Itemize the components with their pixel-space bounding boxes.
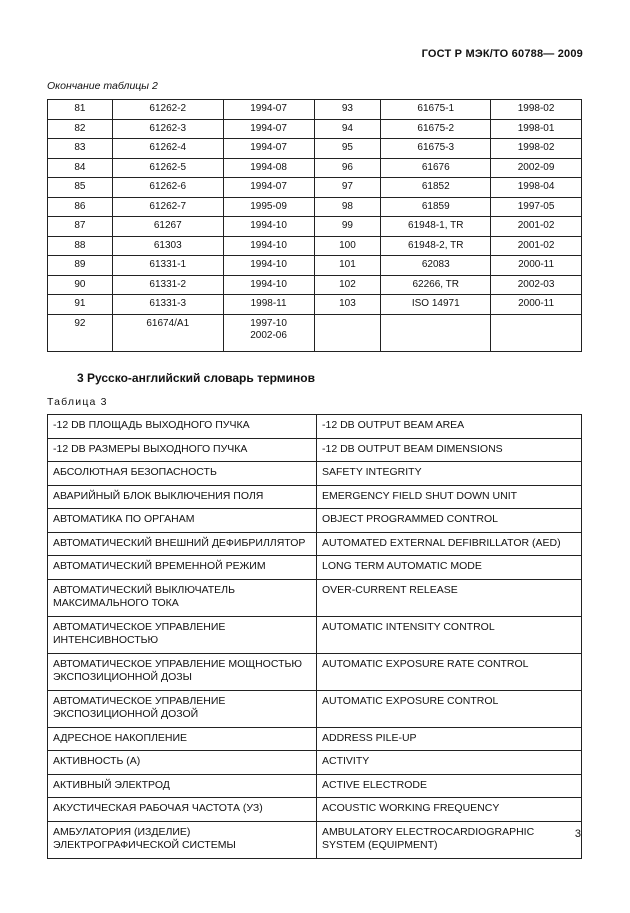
- table-cell: 61262-4: [112, 139, 223, 159]
- table-cell: 1994-07: [223, 119, 314, 139]
- table-cell: 61675-2: [381, 119, 491, 139]
- date-line: 1997-10: [250, 317, 287, 329]
- glossary-row: [48, 438, 582, 462]
- table-cell: 1994-10: [223, 256, 314, 276]
- english-term: ADDRESS PILE-UP: [317, 727, 582, 751]
- english-term: SAFETY INTEGRITY: [317, 462, 582, 486]
- table-cell: 1994-10: [223, 275, 314, 295]
- table-cell: 61331-3: [112, 295, 223, 315]
- table-row: [48, 119, 582, 139]
- table-cell: 61948-2, TR: [381, 236, 491, 256]
- document-code-header: ГОСТ Р МЭК/ТО 60788— 2009: [421, 48, 583, 60]
- glossary-row: [48, 462, 582, 486]
- table-cell: 61267: [112, 217, 223, 237]
- table-cell: 1998-02: [491, 139, 582, 159]
- table-cell: 94: [314, 119, 381, 139]
- table-row: [48, 295, 582, 315]
- table-cell: 99: [314, 217, 381, 237]
- english-term: EMERGENCY FIELD SHUT DOWN UNIT: [317, 485, 582, 509]
- table-cell: 1994-07: [223, 139, 314, 159]
- glossary-row: [48, 653, 582, 690]
- table-cell: 103: [314, 295, 381, 315]
- table-cell: 61262-3: [112, 119, 223, 139]
- table-cell: 61262-7: [112, 197, 223, 217]
- table-row: [48, 100, 582, 120]
- table-cell: 1994-10: [223, 236, 314, 256]
- standards-table: [47, 99, 582, 352]
- table-cell: 61948-1, TR: [381, 217, 491, 237]
- english-term: ACTIVE ELECTRODE: [317, 774, 582, 798]
- table-row: [48, 275, 582, 295]
- table-cell: 86: [48, 197, 113, 217]
- russian-term: АМБУЛАТОРИЯ (ИЗДЕЛИЕ) ЭЛЕКТРОГРАФИЧЕСКОЙ СИСТЕМЫ: [48, 821, 317, 858]
- table-row: [48, 314, 582, 351]
- table-cell: 1998-01: [491, 119, 582, 139]
- english-term: AUTOMATIC EXPOSURE CONTROL: [317, 690, 582, 727]
- russian-term: -12 DB ПЛОЩАДЬ ВЫХОДНОГО ПУЧКА: [48, 415, 317, 439]
- table-cell: 82: [48, 119, 113, 139]
- table-cell: 1997-05: [491, 197, 582, 217]
- table-cell: 62083: [381, 256, 491, 276]
- page-number: 3: [574, 828, 581, 840]
- russian-term: АКТИВНЫЙ ЭЛЕКТРОД: [48, 774, 317, 798]
- section-title: 3 Русско-английский словарь терминов: [77, 371, 316, 385]
- table-cell: ISO 14971: [381, 295, 491, 315]
- glossary-row: [48, 751, 582, 775]
- english-term: -12 DB OUTPUT BEAM DIMENSIONS: [317, 438, 582, 462]
- glossary-row: [48, 532, 582, 556]
- table-cell: 88: [48, 236, 113, 256]
- table-row: [48, 158, 582, 178]
- table-cell: 96: [314, 158, 381, 178]
- table-cell: 1995-09: [223, 197, 314, 217]
- table-cell: 61303: [112, 236, 223, 256]
- russian-term: АВТОМАТИЧЕСКОЕ УПРАВЛЕНИЕ МОЩНОСТЬЮ ЭКСПОЗИЦИОННОЙ ДОЗЫ: [48, 653, 317, 690]
- table-cell: 97: [314, 178, 381, 198]
- glossary-row: [48, 821, 582, 858]
- table-row: [48, 236, 582, 256]
- table-row: [48, 217, 582, 237]
- table-cell: 1994-08: [223, 158, 314, 178]
- glossary-table: [47, 414, 582, 859]
- table-cell: 1998-02: [491, 100, 582, 120]
- english-term: AUTOMATED EXTERNAL DEFIBRILLATOR (AED): [317, 532, 582, 556]
- table-cell: 61331-2: [112, 275, 223, 295]
- glossary-row: [48, 556, 582, 580]
- table-cell: 61674/A1: [112, 314, 223, 351]
- english-term: ACTIVITY: [317, 751, 582, 775]
- glossary-row: [48, 798, 582, 822]
- table-cell: 89: [48, 256, 113, 276]
- table-cell: 61675-1: [381, 100, 491, 120]
- table-cell: 1998-11: [223, 295, 314, 315]
- table-cell: 61852: [381, 178, 491, 198]
- table-cell: 2002-03: [491, 275, 582, 295]
- table-cell: 85: [48, 178, 113, 198]
- table-row: [48, 178, 582, 198]
- table-cell: 61675-3: [381, 139, 491, 159]
- table-cell: 95: [314, 139, 381, 159]
- table-cell: [381, 314, 491, 351]
- russian-term: АВТОМАТИЧЕСКОЕ УПРАВЛЕНИЕ ИНТЕНСИВНОСТЬЮ: [48, 616, 317, 653]
- table-cell: 83: [48, 139, 113, 159]
- glossary-row: [48, 509, 582, 533]
- table-cell: 100: [314, 236, 381, 256]
- russian-term: АКТИВНОСТЬ (А): [48, 751, 317, 775]
- date-line: 2002-06: [250, 329, 287, 341]
- russian-term: АВТОМАТИЧЕСКИЙ ВЫКЛЮЧАТЕЛЬ МАКСИМАЛЬНОГО ТОКА: [48, 579, 317, 616]
- russian-term: АБСОЛЮТНАЯ БЕЗОПАСНОСТЬ: [48, 462, 317, 486]
- glossary-row: [48, 690, 582, 727]
- english-term: LONG TERM AUTOMATIC MODE: [317, 556, 582, 580]
- glossary-row: [48, 485, 582, 509]
- english-term: AMBULATORY ELECTROCARDIOGRAPHIC SYSTEM (EQUIPMENT): [317, 821, 582, 858]
- table-row: [48, 256, 582, 276]
- table-cell: 62266, TR: [381, 275, 491, 295]
- table-cell: 91: [48, 295, 113, 315]
- russian-term: АВТОМАТИЧЕСКОЕ УПРАВЛЕНИЕ ЭКСПОЗИЦИОННОЙ ДОЗОЙ: [48, 690, 317, 727]
- russian-term: АКУСТИЧЕСКАЯ РАБОЧАЯ ЧАСТОТА (УЗ): [48, 798, 317, 822]
- table-cell: 93: [314, 100, 381, 120]
- table-cell: 61676: [381, 158, 491, 178]
- table-cell: 87: [48, 217, 113, 237]
- russian-term: АДРЕСНОЕ НАКОПЛЕНИЕ: [48, 727, 317, 751]
- english-term: OVER-CURRENT RELEASE: [317, 579, 582, 616]
- table-cell: 2000-11: [491, 295, 582, 315]
- table-cell: 2001-02: [491, 217, 582, 237]
- table-cell: 2000-11: [491, 256, 582, 276]
- english-term: AUTOMATIC EXPOSURE RATE CONTROL: [317, 653, 582, 690]
- table-row: [48, 139, 582, 159]
- table-cell: 1998-04: [491, 178, 582, 198]
- table-cell: 2001-02: [491, 236, 582, 256]
- russian-term: АВТОМАТИЧЕСКИЙ ВНЕШНИЙ ДЕФИБРИЛЛЯТОР: [48, 532, 317, 556]
- table-cell: 92: [48, 314, 113, 351]
- russian-term: АВТОМАТИЧЕСКИЙ ВРЕМЕННОЙ РЕЖИМ: [48, 556, 317, 580]
- table-cell: 61331-1: [112, 256, 223, 276]
- table-cell: 61859: [381, 197, 491, 217]
- table-cell: 1994-07: [223, 178, 314, 198]
- english-term: OBJECT PROGRAMMED CONTROL: [317, 509, 582, 533]
- table-cell: 2002-09: [491, 158, 582, 178]
- table-cell: 98: [314, 197, 381, 217]
- russian-term: -12 DB РАЗМЕРЫ ВЫХОДНОГО ПУЧКА: [48, 438, 317, 462]
- table-row: [48, 197, 582, 217]
- table-cell: [314, 314, 381, 351]
- glossary-row: [48, 727, 582, 751]
- table-cell: 81: [48, 100, 113, 120]
- table-cell: 102: [314, 275, 381, 295]
- table-cell: 90: [48, 275, 113, 295]
- table-cell: 101: [314, 256, 381, 276]
- glossary-row: [48, 774, 582, 798]
- table-cell: 1994-07: [223, 100, 314, 120]
- glossary-row: [48, 415, 582, 439]
- glossary-row: [48, 579, 582, 616]
- table-cell: 1994-10: [223, 217, 314, 237]
- english-term: AUTOMATIC INTENSITY CONTROL: [317, 616, 582, 653]
- english-term: -12 DB OUTPUT BEAM AREA: [317, 415, 582, 439]
- table-cell: [491, 314, 582, 351]
- english-term: ACOUSTIC WORKING FREQUENCY: [317, 798, 582, 822]
- glossary-row: [48, 616, 582, 653]
- russian-term: АВТОМАТИКА ПО ОРГАНАМ: [48, 509, 317, 533]
- russian-term: АВАРИЙНЫЙ БЛОК ВЫКЛЮЧЕНИЯ ПОЛЯ: [48, 485, 317, 509]
- table-cell: 84: [48, 158, 113, 178]
- table-cell: 61262-6: [112, 178, 223, 198]
- table2-caption: Окончание таблицы 2: [47, 80, 158, 92]
- table-cell: 61262-2: [112, 100, 223, 120]
- table-cell: 61262-5: [112, 158, 223, 178]
- table-cell: [223, 314, 314, 351]
- table3-caption: Таблица 3: [47, 396, 108, 408]
